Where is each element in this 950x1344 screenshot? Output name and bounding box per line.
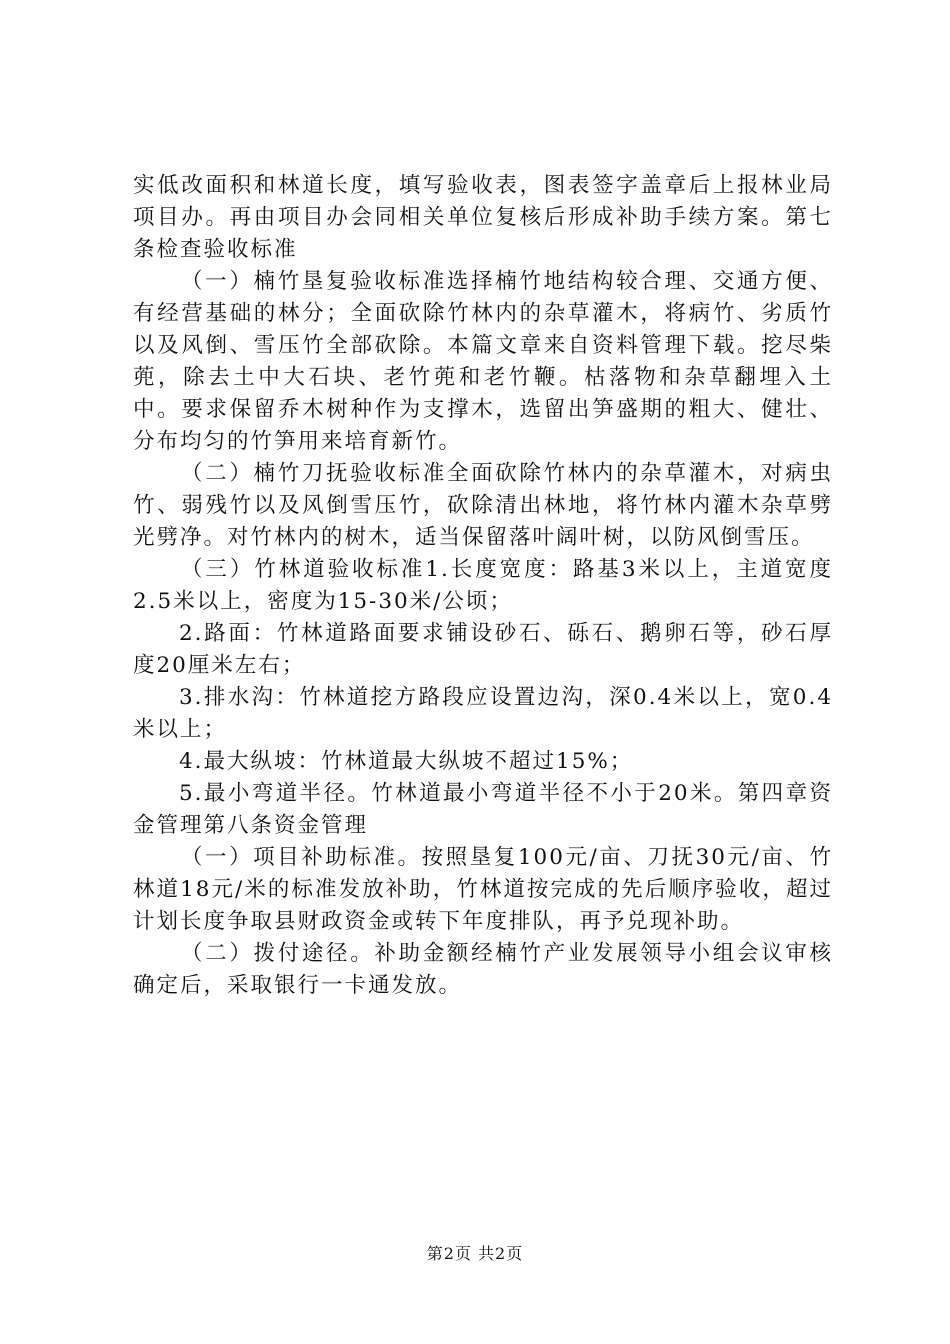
paragraph-bamboo-tending-standard: （二）楠竹刀抚验收标准全面砍除竹林内的杂草灌木，对病虫竹、弱残竹以及风倒雪压竹，砍除清出林地，将竹林内灌木杂草劈光劈净。对竹林内的树木，适当保留落叶阔叶树，以防风倒雪压。 xyxy=(133,461,833,550)
paragraph-max-slope: 4.最大纵坡：竹林道最大纵坡不超过15%； xyxy=(179,749,634,774)
paragraph-bamboo-reclamation-standard: （一）楠竹垦复验收标准选择楠竹地结构较合理、交通方便、有经营基础的林分；全面砍除竹林内的杂草灌木，将病竹、劣质竹以及风倒、雪压竹全部砍除。本篇文章来自资料管理下载。挖尽柴蔸，除去土中大石块、老竹蔸和老竹鞭。枯落物和杂草翻埋入土中。要求保留乔木树种作为支撑木，选留出笋盛期的粗大、健壮、分布均匀的竹笋用来培育新竹。 xyxy=(133,269,833,454)
paragraph-subsidy-standard: （一）项目补助标准。按照垦复100元/亩、刀抚30元/亩、竹林道18元/米的标准发放补助，竹林道按完成的先后顺序验收，超过计划长度争取县财政资金或转下年度排队，再予兑现补助。 xyxy=(133,845,833,934)
paragraph-drainage-ditch: 3.排水沟：竹林道挖方路段应设置边沟，深0.4米以上，宽0.4米以上； xyxy=(133,685,833,742)
document-body xyxy=(133,170,833,1002)
page-footer-number: 第2页 共2页 xyxy=(426,1244,524,1263)
paragraph-road-surface: 2.路面：竹林道路面要求铺设砂石、砾石、鹅卵石等，砂石厚度20厘米左右； xyxy=(133,621,833,678)
paragraph-continuation: 实低改面积和林道长度，填写验收表，图表签字盖章后上报林业局项目办。再由项目办会同相关单位复核后形成补助手续方案。第七条检查验收标准 xyxy=(133,173,833,262)
paragraph-min-curve-radius: 5.最小弯道半径。竹林道最小弯道半径不小于20米。第四章资金管理第八条资金管理 xyxy=(133,781,833,838)
paragraph-payment-channel: （二）拨付途径。补助金额经楠竹产业发展领导小组会议审核确定后，采取银行一卡通发放。 xyxy=(133,941,833,998)
paragraph-forest-road-standard: （三）竹林道验收标准1.长度宽度：路基3米以上，主道宽度2.5米以上，密度为15-30米/公顷； xyxy=(133,557,833,614)
